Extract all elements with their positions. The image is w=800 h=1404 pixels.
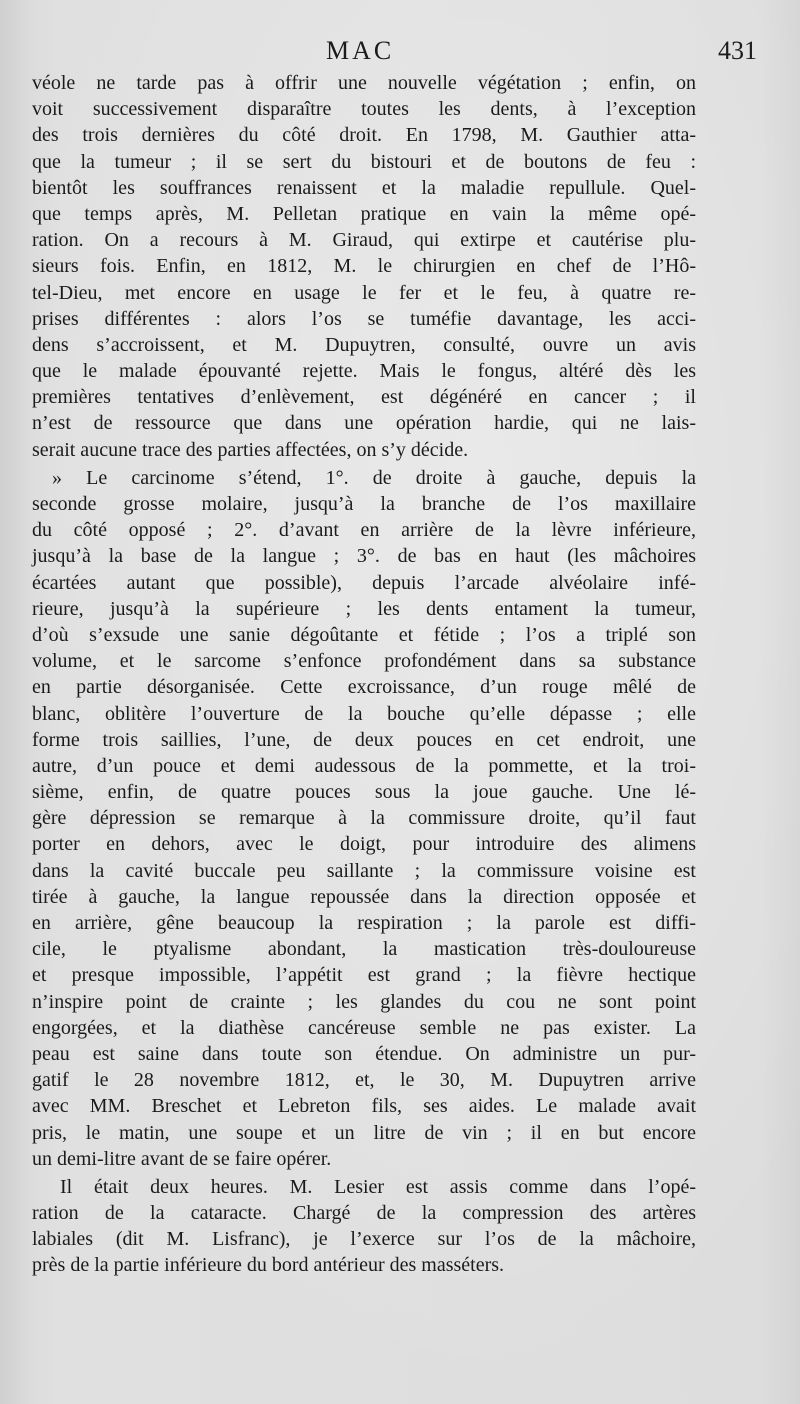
paragraph-2 (32, 465, 696, 1172)
text-line: rieure, jusqu’à la supérieure ; les dents entament la tumeur, (32, 597, 696, 620)
text-line: véole ne tarde pas à offrir une nouvelle végétation ; enfin, on (32, 72, 696, 94)
page-header (0, 36, 800, 70)
paragraph-1 (32, 70, 696, 463)
text-line: ration. On a recours à M. Giraud, qui extirpe et cautérise plu- (32, 229, 696, 252)
text-line: des trois dernières du côté droit. En 1798, M. Gauthier atta- (32, 124, 696, 147)
text-line: » Le carcinome s’étend, 1°. de droite à gauche, depuis la (52, 466, 696, 489)
text-line: en partie désorganisée. Cette excroissance, d’un rouge mêlé de (32, 676, 696, 699)
text-line: sième, enfin, de quatre pouces sous la joue gauche. Une lé- (32, 781, 696, 804)
text-line: serait aucune trace des parties affectées, on s’y décide. (32, 438, 469, 461)
text-line: écartées autant que possible), depuis l’arcade alvéolaire infé- (32, 571, 696, 594)
text-line: près de la partie inférieure du bord antérieur des masséters. (32, 1254, 505, 1277)
running-head: MAC (326, 36, 395, 65)
text-line: Il était deux heures. M. Lesier est assis comme dans l’opé- (60, 1175, 696, 1198)
text-line: gatif le 28 novembre 1812, et, le 30, M. Dupuytren arrive (32, 1069, 696, 1092)
text-line: que la tumeur ; il se sert du bistouri et de boutons de feu : (32, 150, 696, 173)
text-line: blanc, oblitère l’ouverture de la bouche qu’elle dépasse ; elle (32, 702, 696, 725)
text-line: tel-Dieu, met encore en usage le fer et le feu, à quatre re- (32, 281, 696, 304)
text-line: un demi-litre avant de se faire opérer. (32, 1147, 332, 1170)
text-line: pris, le matin, une soupe et un litre de vin ; il en but encore (32, 1121, 696, 1144)
text-line: premières tentatives d’enlèvement, est dégénéré en cancer ; il (32, 386, 696, 409)
text-line: porter en dehors, avec le doigt, pour introduire des alimens (32, 833, 696, 856)
text-line: seconde grosse molaire, jusqu’à la branche de l’os maxillaire (32, 493, 696, 515)
text-line: cile, le ptyalisme abondant, la mastication très-douloureuse (32, 938, 696, 961)
text-line: et presque impossible, l’appétit est grand ; la fièvre hectique (32, 964, 696, 987)
text-line: n’inspire point de crainte ; les glandes du cou ne sont point (32, 990, 696, 1013)
text-line: gère dépression se remarque à la commissure droite, qu’il faut (32, 807, 696, 830)
text-line: jusqu’à la base de la langue ; 3°. de bas en haut (les mâchoires (32, 545, 696, 568)
text-line: avec MM. Breschet et Lebreton fils, ses aides. Le malade avait (32, 1095, 696, 1118)
text-line: autre, d’un pouce et demi audessous de la pommette, et la troi- (32, 754, 696, 777)
text-line: engorgées, et la diathèse cancéreuse semble ne pas exister. La (32, 1016, 696, 1039)
text-line: dans la cavité buccale peu saillante ; la commissure voisine est (32, 859, 696, 882)
text-line: ration de la cataracte. Chargé de la compression des artères (32, 1202, 696, 1225)
text-line: volume, et le sarcome s’enfonce profondément dans sa substance (32, 650, 696, 673)
body-text (32, 70, 696, 1279)
text-line: sieurs fois. Enfin, en 1812, M. le chirurgien en chef de l’Hô- (32, 255, 696, 278)
text-line: peau est saine dans toute son étendue. On administre un pur- (32, 1042, 696, 1065)
text-line: bientôt les souffrances renaissent et la maladie repullule. Quel- (32, 176, 696, 199)
text-line: labiales (dit M. Lisfranc), je l’exerce sur l’os de la mâchoire, (32, 1228, 696, 1251)
text-line: voit successivement disparaître toutes les dents, à l’exception (32, 98, 696, 121)
text-line: dens s’accroissent, et M. Dupuytren, consulté, ouvre un avis (32, 333, 696, 356)
text-line: prises différentes : alors l’os se tuméfie davantage, les acci- (32, 307, 696, 330)
text-line: forme trois saillies, l’une, de deux pouces en cet endroit, une (32, 728, 696, 751)
text-line: que temps après, M. Pelletan pratique en vain la même opé- (32, 202, 696, 225)
text-line: n’est de ressource que dans une opération hardie, qui ne lais- (32, 412, 696, 435)
text-line: que le malade épouvanté rejette. Mais le fongus, altéré dès les (32, 360, 696, 383)
text-line: du côté opposé ; 2°. d’avant en arrière de la lèvre inférieure, (32, 519, 696, 542)
text-line: en arrière, gêne beaucoup la respiration ; la parole est diffi- (32, 912, 696, 934)
paragraph-3 (32, 1174, 696, 1279)
text-line: tirée à gauche, la langue repoussée dans la direction opposée et (32, 885, 696, 908)
text-line: d’où s’exsude une sanie dégoûtante et fétide ; l’os a triplé son (32, 623, 696, 646)
page-number: 431 (718, 36, 757, 65)
